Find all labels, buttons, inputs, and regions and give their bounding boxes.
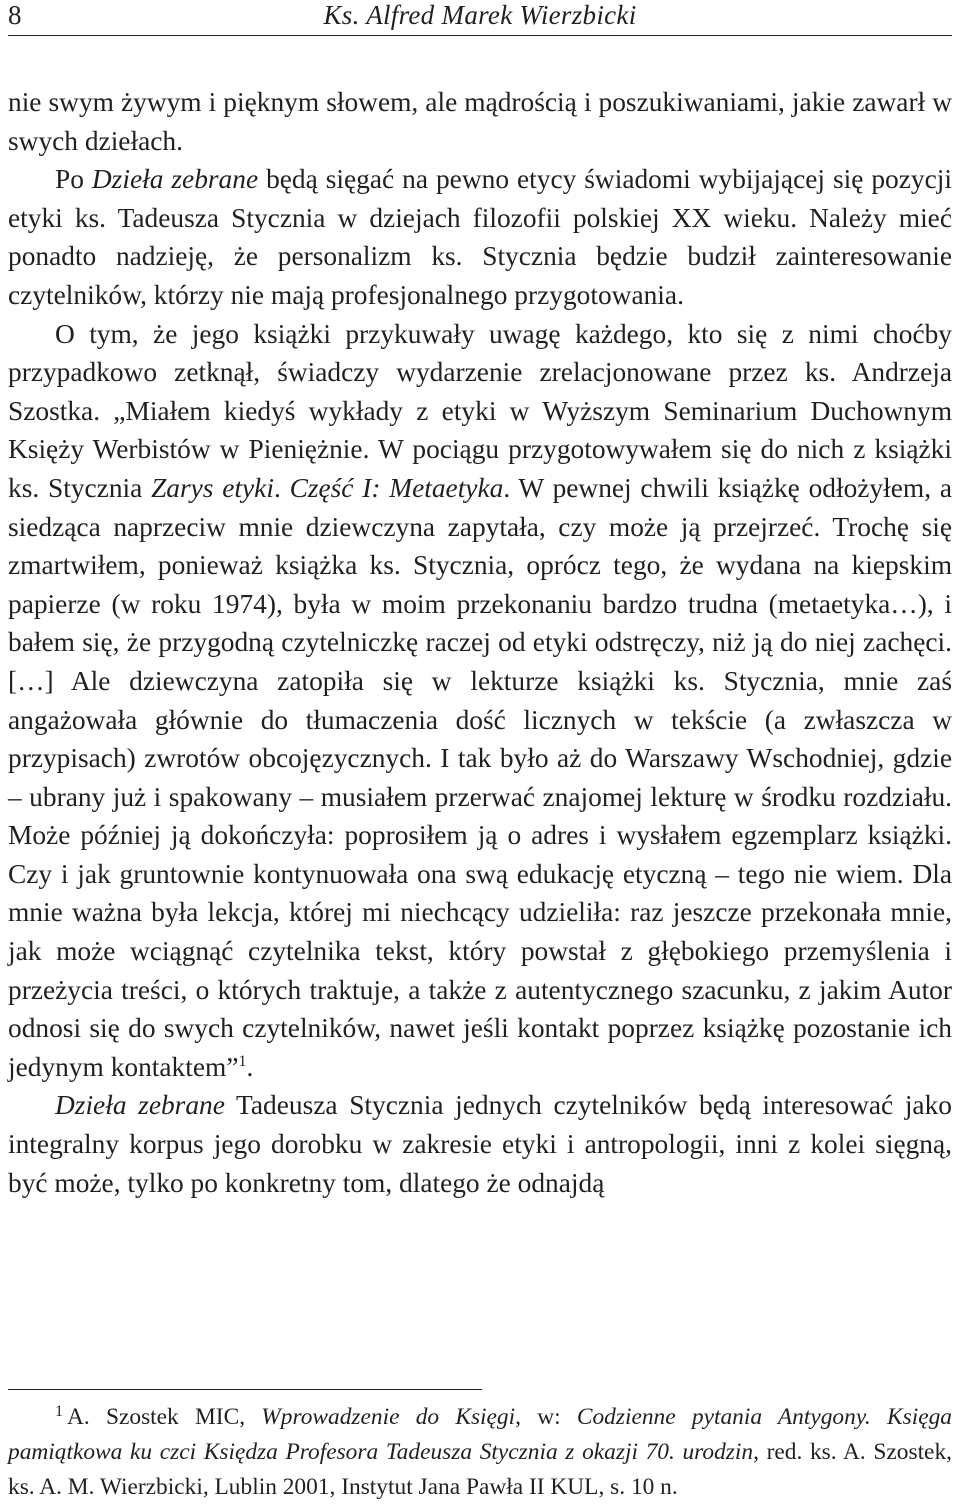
book-title-metaetyka: Część I: Metaetyka [289, 472, 504, 503]
paragraph-1-text: nie swym żywym i pięknym słowem, ale mądrością i poszukiwaniami, jakie zawarł w swych dziełach. [8, 87, 952, 156]
paragraph-3-text-b: . [273, 472, 290, 503]
header-rule [8, 35, 952, 36]
footnote-title-1: Wprowadzenie do Księgi [261, 1404, 516, 1430]
paragraph-1 [8, 83, 952, 160]
footnote-text-a: A. Szostek MIC, [67, 1404, 262, 1430]
paragraph-4-text: Tadeusza Stycznia jednych czytelników będą interesować jako integralny korpus jego dorobku w zakresie etyki i antropologii, inni z kolei sięgną, być może, tylko po konkretny tom, dlatego że odnajdą [8, 1090, 952, 1198]
body-text [8, 83, 952, 1202]
footnote [8, 1400, 952, 1505]
running-head: Ks. Alfred Marek Wierzbicki [323, 0, 637, 30]
book-title-dziela-zebrane-2: Dzieła zebrane [55, 1090, 225, 1121]
paragraph-2-text-start: Po [55, 164, 92, 195]
footnote-text-c: , red. ks. A. Szostek, ks. A. M. Wierzbicki, Lublin 2001, Instytut Jana Pawła II KUL, s. 10 n. [8, 1439, 952, 1500]
paragraph-3-text-a: O tym, że jego książki przykuwały uwagę każdego, kto się z nimi choćby przypadkowo zetknął, świadczy wydarzenie zrelacjonowane przez ks. Andrzeja Szostka. „Miałem kiedyś wykłady z etyki w Wyższym Seminarium Duchownym Księży Werbistów w Pieniężnie. W pociągu przygotowywałem się do nich z książki ks. Stycznia [8, 318, 952, 503]
paragraph-3-text-end: . [246, 1051, 254, 1082]
footnote-reference[interactable]: 1 [238, 1052, 247, 1070]
footnote-title-2: Codzienne pytania Antygony. Księga pamiątkowa ku czci Księdza Profesora Tadeusza Stycznia z okazji 70. urodzin [8, 1404, 952, 1465]
paragraph-2 [8, 160, 952, 314]
footnote-number: 1 [55, 1403, 63, 1420]
book-title-dziela-zebrane: Dzieła zebrane [91, 164, 259, 195]
paragraph-3 [8, 315, 952, 1087]
footnote-rule [8, 1389, 482, 1390]
paragraph-4 [8, 1086, 952, 1202]
paragraph-3-text-c: . W pewnej chwili książkę odłożyłem, a siedząca naprzeciw mnie dziewczyna zapytała, czy może ją przejrzeć. Trochę się zmartwiłem, ponieważ książka ks. Stycznia, oprócz tego, że wydana na kiepskim papierze (w roku 1974), była w moim przekonaniu bardzo trudna (metaetyka…), i bałem się, że przygodną czytelniczkę raczej od etyki odstręczy, niż ją do niej zachęci. […] Ale dziewczyna zatopiła się w lekturze książki ks. Stycznia, mnie zaś angażowała głównie do tłumaczenia dość licznych w tekście (a zwłaszcza w przypisach) zwrotów obcojęzycznych. I tak było aż do Warszawy Wschodniej, gdzie – ubrany już i spakowany – musiałem przerwać znajomej lekturę w środku rozdziału. Może później ją dokończyła: poprosiłem ją o adres i wysłałem egzemplarz książki. Czy i jak gruntownie kontynuowała ona swą edukację etyczną – tego nie wiem. Dla mnie ważna była lekcja, której mi niechcący udzieliła: raz jeszcze przekonała mnie, jak może wciągnąć czytelnika tekst, który powstał z głębokiego przemyślenia i przeżycia treści, o których traktuje, a także z autentycznego szacunku, z jakim Autor odnosi się do swych czytelników, nawet jeśli kontakt poprzez książkę pozostanie ich jedynym kontaktem” [8, 472, 952, 1082]
book-title-zarys-etyki: Zarys etyki [151, 472, 274, 503]
page-number: 8 [8, 0, 22, 30]
page-header [8, 0, 952, 32]
footnote-text-b: , w: [515, 1404, 577, 1430]
paragraph-2-text-end: będą sięgać na pewno etycy świadomi wybijającej się pozycji etyki ks. Tadeusza Stycznia w dziejach filozofii polskiej XX wieku. Należy mieć ponadto nadzieję, że personalizm ks. Stycznia będzie budził zainteresowanie czytelników, którzy nie mają profesjonalnego przygotowania. [8, 164, 952, 310]
